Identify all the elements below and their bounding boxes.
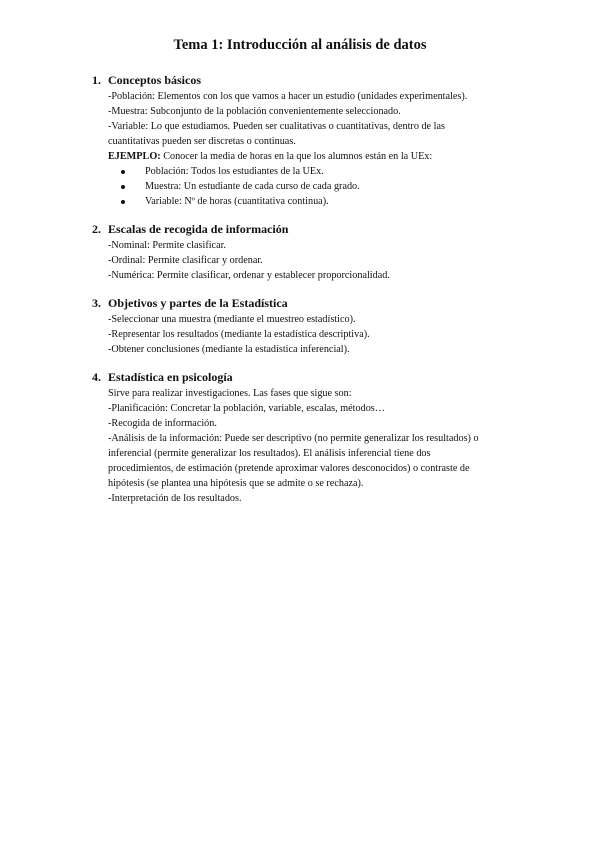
bullet-text: Población: Todos los estudiantes de la UEx. bbox=[145, 166, 324, 177]
section-conceptos-basicos bbox=[92, 73, 512, 209]
text-line: -Planificación: Concretar la población, variable, escalas, métodos… bbox=[108, 403, 385, 414]
section-estadistica-psicologia bbox=[92, 370, 512, 506]
section-title: Escalas de recogida de información bbox=[108, 222, 289, 236]
bullet-item bbox=[108, 179, 512, 194]
text-line: -Población: Elementos con los que vamos a hacer un estudio (unidades experimentales). bbox=[108, 91, 468, 102]
example-text: Conocer la media de horas en la que los alumnos están en la UEx: bbox=[160, 151, 433, 162]
text-line: procedimientos, de estimación (pretende aproximar valores desconocidos) o contraste de bbox=[108, 463, 470, 474]
text-line: -Ordinal: Permite clasificar y ordenar. bbox=[108, 255, 263, 266]
text-line: -Interpretación de los resultados. bbox=[108, 493, 242, 504]
section-body bbox=[108, 312, 512, 357]
bullet-dot-icon bbox=[121, 170, 125, 174]
text-line: cuantitativas pueden ser discretas o continuas. bbox=[108, 136, 296, 147]
bullet-item bbox=[108, 194, 512, 209]
example-line bbox=[108, 149, 512, 164]
bullet-text: Variable: Nº de horas (cuantitativa continua). bbox=[145, 196, 329, 207]
text-line: -Nominal: Permite clasificar. bbox=[108, 240, 226, 251]
section-number: 3. bbox=[92, 296, 101, 310]
text-line: -Representar los resultados (mediante la estadística descriptiva). bbox=[108, 329, 370, 340]
section-title: Estadística en psicología bbox=[108, 370, 233, 384]
text-line: -Recogida de información. bbox=[108, 418, 217, 429]
text-line: inferencial (permite generalizar los resultados). El análisis inferencial tiene dos bbox=[108, 448, 431, 459]
section-heading bbox=[92, 370, 512, 385]
bullet-item bbox=[108, 164, 512, 179]
section-title: Conceptos básicos bbox=[108, 73, 202, 87]
section-number: 2. bbox=[92, 222, 101, 236]
section-objetivos bbox=[92, 296, 512, 357]
text-line: -Seleccionar una muestra (mediante el muestreo estadístico). bbox=[108, 314, 356, 325]
section-body bbox=[108, 89, 512, 209]
example-label: EJEMPLO: bbox=[108, 151, 161, 162]
section-number: 4. bbox=[92, 370, 101, 384]
section-title: Objetivos y partes de la Estadística bbox=[108, 296, 288, 310]
section-escalas bbox=[92, 222, 512, 283]
section-heading bbox=[92, 222, 512, 237]
section-body bbox=[108, 386, 512, 506]
bullet-text: Muestra: Un estudiante de cada curso de cada grado. bbox=[145, 181, 360, 192]
text-line: -Variable: Lo que estudiamos. Pueden ser cualitativas o cuantitativas, dentro de las bbox=[108, 121, 445, 132]
section-body bbox=[108, 238, 512, 283]
section-heading bbox=[92, 296, 512, 311]
text-line: -Obtener conclusiones (mediante la estadística inferencial). bbox=[108, 344, 350, 355]
section-number: 1. bbox=[92, 73, 101, 87]
text-line: Sirve para realizar investigaciones. Las fases que sigue son: bbox=[108, 388, 352, 399]
section-heading bbox=[92, 73, 512, 88]
text-line: hipótesis (se plantea una hipótesis que se admite o se rechaza). bbox=[108, 478, 364, 489]
text-line: -Muestra: Subconjunto de la población convenientemente seleccionado. bbox=[108, 106, 401, 117]
text-line: -Numérica: Permite clasificar, ordenar y establecer proporcionalidad. bbox=[108, 270, 390, 281]
document-title: Tema 1: Introducción al análisis de datos bbox=[173, 37, 427, 53]
bullet-dot-icon bbox=[121, 200, 125, 204]
text-line: -Análisis de la información: Puede ser descriptivo (no permite generalizar los resultados) o bbox=[108, 433, 479, 444]
bullet-dot-icon bbox=[121, 185, 125, 189]
example-bullet-list bbox=[108, 164, 512, 209]
